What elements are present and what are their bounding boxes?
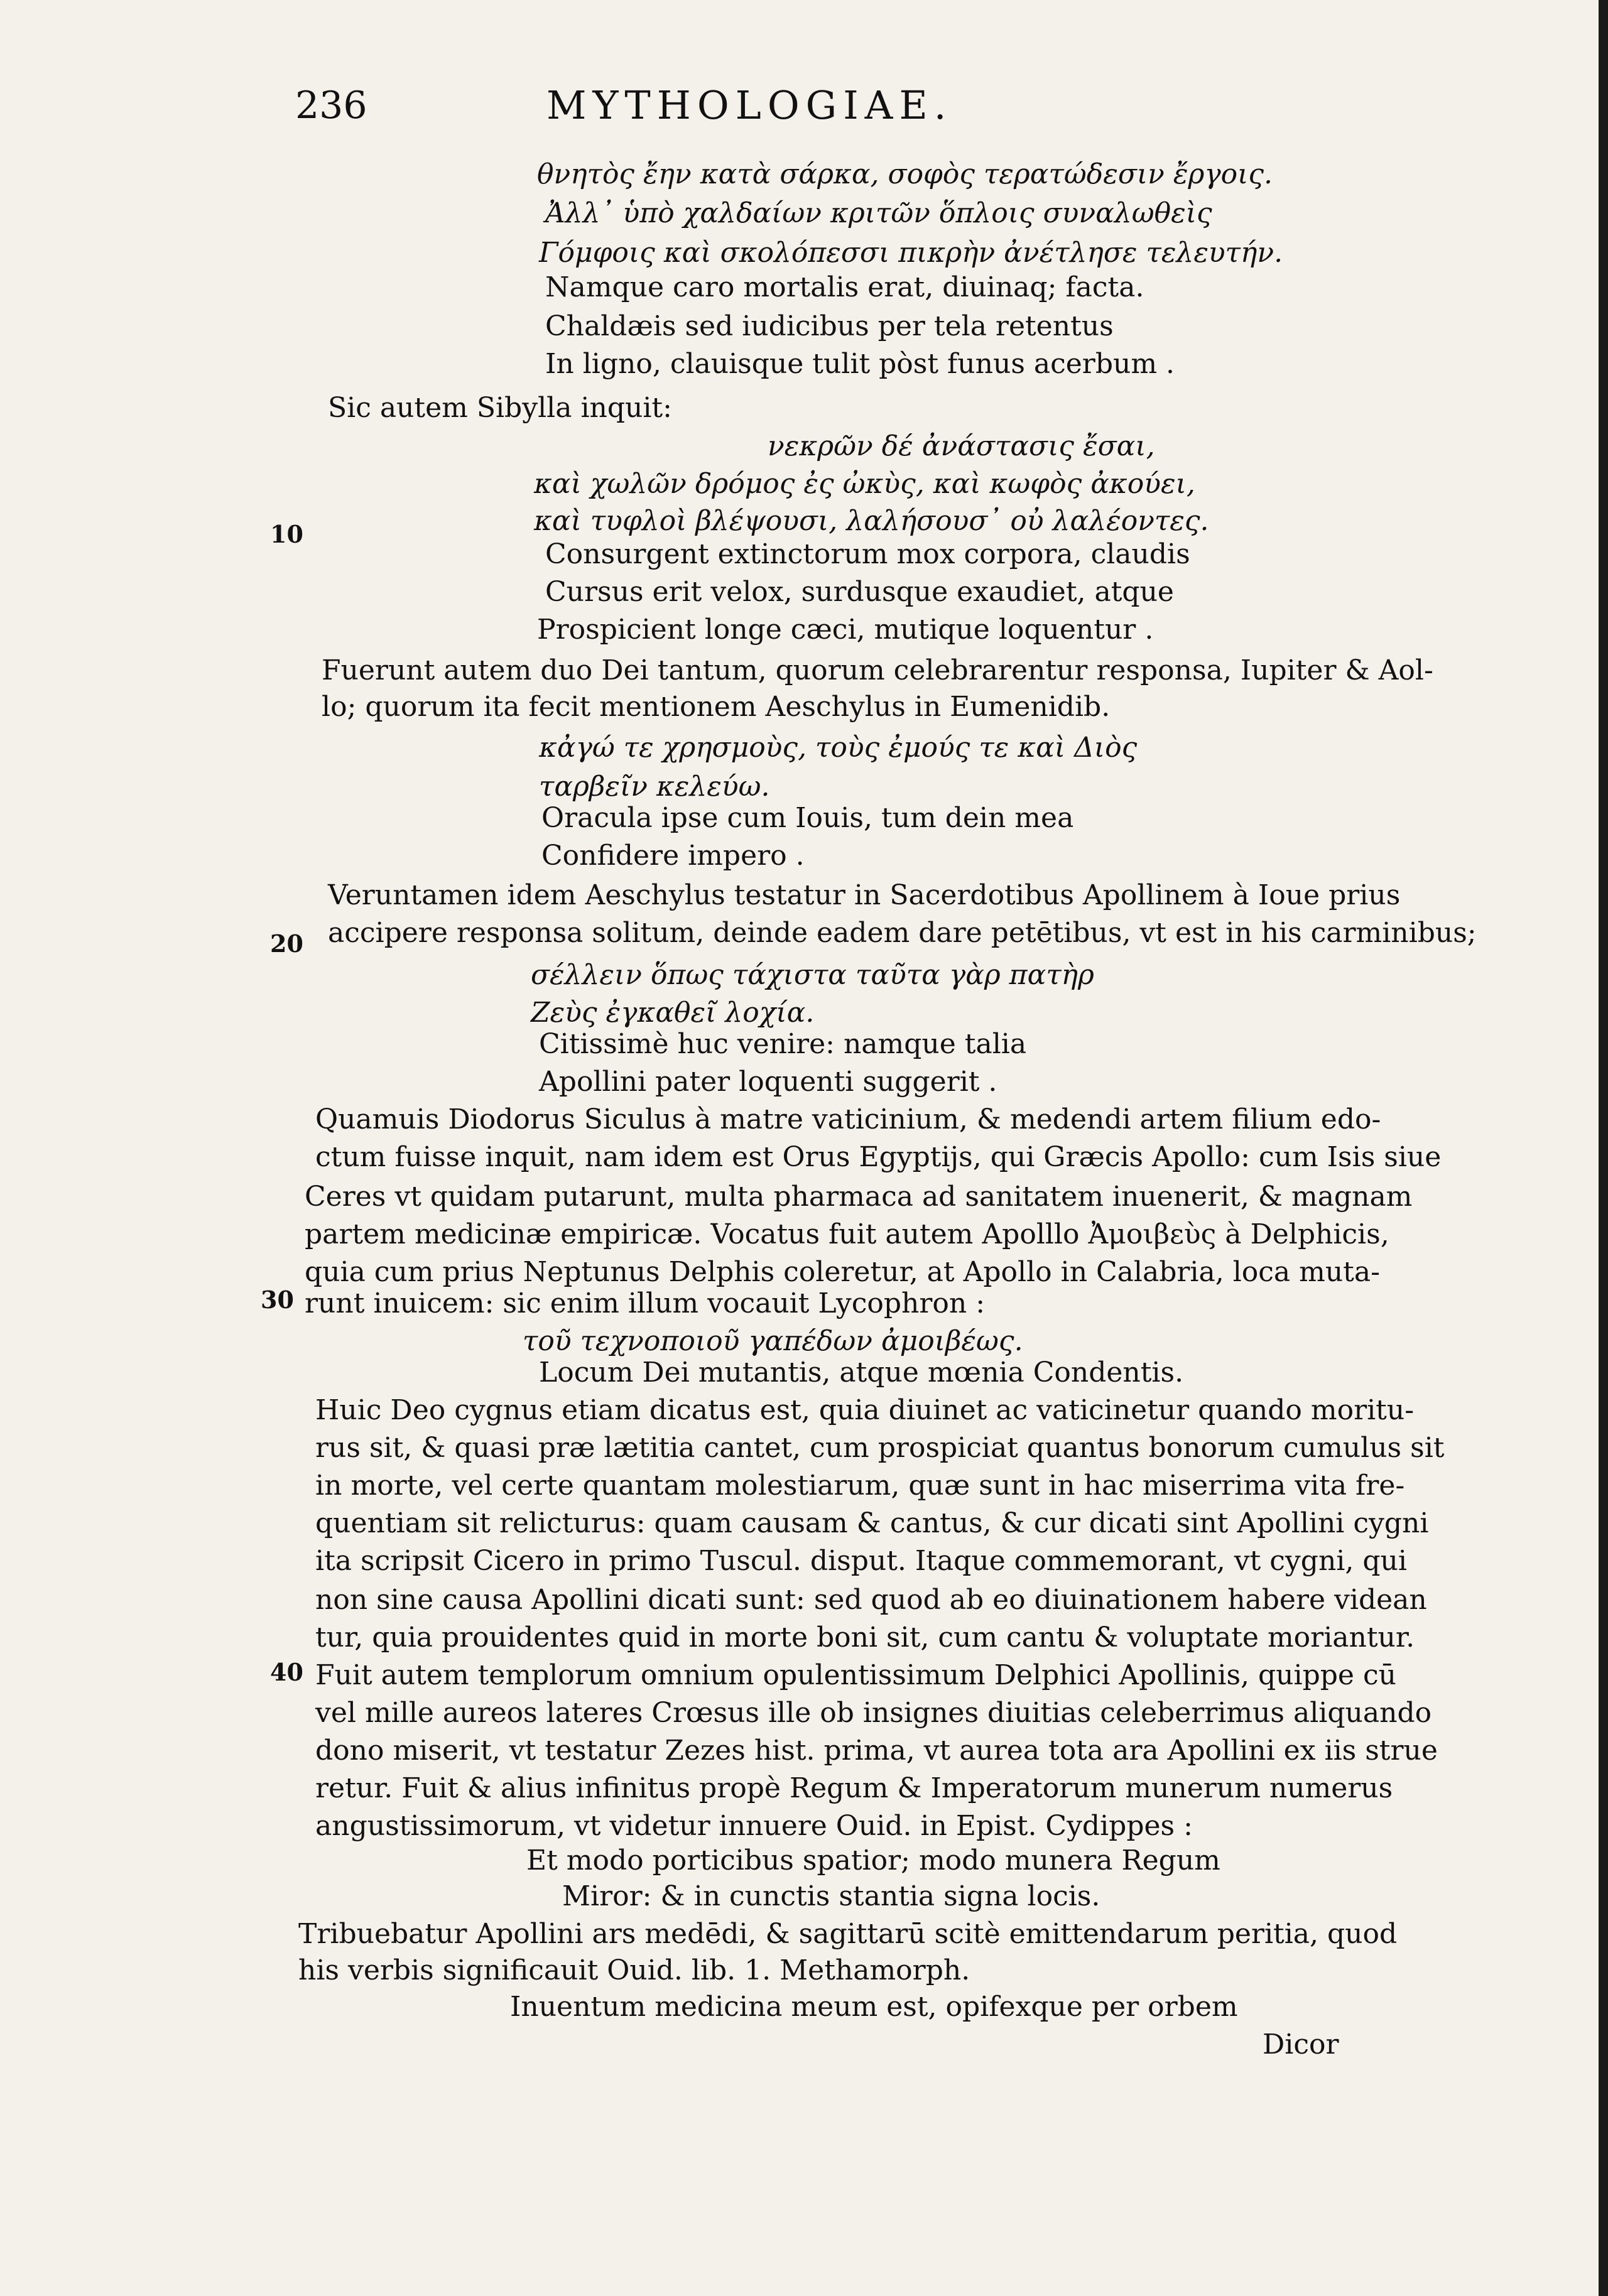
text-line: ctum fuisse inquit, nam idem est Orus Egyptijs, qui Græcis Apollo: cum Isis siue xyxy=(315,1141,1442,1173)
margin-line-number: 20 xyxy=(270,929,303,958)
catchword: Dicor xyxy=(1263,2028,1339,2060)
verse-line: Apollini pater loquenti suggerit . xyxy=(539,1066,997,1098)
verse-line: Locum Dei mutantis, atque mœnia Condentis. xyxy=(539,1356,1184,1389)
text-line: accipere responsa solitum, deinde eadem dare petētibus, vt est in his carminibus; xyxy=(328,917,1477,949)
text-line: Tribuebatur Apollini ars medēdi, & sagittarū scitè emittendarum peritia, quod xyxy=(298,1918,1398,1950)
verse-line: Miror: & in cunctis stantia signa locis. xyxy=(562,1880,1100,1912)
text-line: Fuit autem templorum omnium opulentissimum Delphici Apollinis, quippe cū xyxy=(315,1659,1396,1691)
text-line: runt inuicem: sic enim illum vocauit Lycophron : xyxy=(305,1287,986,1319)
verse-line: ταρβεῖν κελεύω. xyxy=(539,771,770,803)
margin-line-number: 10 xyxy=(270,520,303,548)
text-line: in morte, vel certe quantam molestiarum, quæ sunt in hac miserrima vita fre- xyxy=(315,1470,1405,1502)
verse-line: Γόμφοις καὶ σκολόπεσσι πικρὴν ἀνέτλησε τελευτήν. xyxy=(539,237,1283,269)
text-line: Sic autem Sibylla inquit: xyxy=(328,392,672,424)
text-line: partem medicinæ empiricæ. Vocatus fuit autem Apolllo Ἀμοιβεὺς à Delphicis, xyxy=(305,1218,1389,1250)
text-line: retur. Fuit & alius infinitus propè Regum & Imperatorum munerum numerus xyxy=(315,1772,1393,1804)
verse-line: Inuentum medicina meum est, opifexque per orbem xyxy=(510,1991,1238,2023)
text-line: quentiam sit relicturus: quam causam & cantus, & cur dicati sint Apollini cygni xyxy=(315,1507,1429,1539)
verse-line: Consurgent extinctorum mox corpora, claudis xyxy=(545,538,1190,570)
margin-line-number: 30 xyxy=(261,1286,294,1314)
text-line: quia cum prius Neptunus Delphis coleretur, at Apollo in Calabria, loca muta- xyxy=(305,1256,1380,1288)
verse-line: Ζεὺς ἐγκαθεῖ λοχία. xyxy=(531,997,815,1029)
verse-line: Ἀλλ᾽ ὑπὸ χαλδαίων κριτῶν ὅπλοις συναλωθεὶς xyxy=(545,197,1212,229)
text-line: Huic Deo cygnus etiam dicatus est, quia diuinet ac vaticinetur quando moritu- xyxy=(315,1394,1415,1426)
verse-line: Oracula ipse cum Iouis, tum dein mea xyxy=(541,802,1074,834)
text-line: his verbis significauit Ouid. lib. 1. Methamorph. xyxy=(298,1954,970,1986)
verse-line: νεκρῶν δέ ἀνάστασις ἔσαι, xyxy=(768,430,1155,462)
page-number: 236 xyxy=(295,84,367,127)
verse-line: καὶ τυφλοὶ βλέψουσι, λαλήσουσ᾽ οὐ λαλέοντες. xyxy=(534,505,1209,537)
verse-line: καὶ χωλῶν δρόμος ἐς ὠκὺς, καὶ κωφὸς ἀκούει, xyxy=(534,468,1195,500)
verse-line: Chaldæis sed iudicibus per tela retentus xyxy=(545,310,1114,342)
text-line: non sine causa Apollini dicati sunt: sed quod ab eo diuinationem habere videan xyxy=(315,1584,1427,1616)
text-line: angustissimorum, vt videtur innuere Ouid. in Epist. Cydippes : xyxy=(315,1810,1193,1842)
verse-line: θνητὸς ἔην κατὰ σάρκα, σοφὸς τερατώδεσιν ἔργοις. xyxy=(537,158,1273,190)
verse-line: In ligno, clauisque tulit pòst funus acerbum . xyxy=(545,348,1175,380)
text-line: tur, quia prouidentes quid in morte boni sit, cum cantu & voluptate moriantur. xyxy=(315,1622,1415,1654)
text-line: ita scripsit Cicero in primo Tuscul. disput. Itaque commemorant, vt cygni, qui xyxy=(315,1545,1407,1577)
verse-line: Confidere impero . xyxy=(541,840,805,872)
verse-line: Et modo porticibus spatior; modo munera Regum xyxy=(526,1844,1220,1876)
verse-line: Citissimè huc venire: namque talia xyxy=(539,1028,1027,1060)
verse-line: τοῦ τεχνοποιοῦ γαπέδων ἀμοιβέως. xyxy=(523,1325,1023,1357)
text-line: lo; quorum ita fecit mentionem Aeschylus in Eumenidib. xyxy=(322,691,1111,723)
verse-line: Namque caro mortalis erat, diuinaq; facta. xyxy=(545,271,1144,303)
text-line: rus sit, & quasi præ lætitia cantet, cum prospiciat quantus bonorum cumulus sit xyxy=(315,1432,1445,1464)
running-title: MYTHOLOGIAE. xyxy=(546,82,953,128)
verse-line: σέλλειν ὅπως τάχιστα ταῦτα γὰρ πατὴρ xyxy=(531,959,1094,991)
margin-line-number: 40 xyxy=(270,1658,303,1686)
page-edge-shadow xyxy=(1599,0,1608,2296)
text-line: Veruntamen idem Aeschylus testatur in Sacerdotibus Apollinem à Ioue prius xyxy=(328,879,1401,911)
verse-line: κἀγώ τε χρησμοὺς, τοὺς ἐμούς τε καὶ Διὸς xyxy=(539,732,1138,764)
verse-line: Cursus erit velox, surdusque exaudiet, atque xyxy=(545,576,1174,608)
text-line: Quamuis Diodorus Siculus à matre vaticinium, & medendi artem filium edo- xyxy=(315,1103,1381,1135)
text-line: Ceres vt quidam putarunt, multa pharmaca ad sanitatem inuenerit, & magnam xyxy=(305,1181,1413,1213)
verse-line: Prospicient longe cæci, mutique loquentur . xyxy=(537,614,1154,646)
text-line: dono miserit, vt testatur Zezes hist. prima, vt aurea tota ara Apollini ex iis strue xyxy=(315,1735,1438,1767)
text-line: vel mille aureos lateres Crœsus ille ob insignes diuitias celeberrimus aliquando xyxy=(315,1697,1432,1729)
text-line: Fuerunt autem duo Dei tantum, quorum celebrarentur responsa, Iupiter & Aol- xyxy=(322,654,1433,686)
